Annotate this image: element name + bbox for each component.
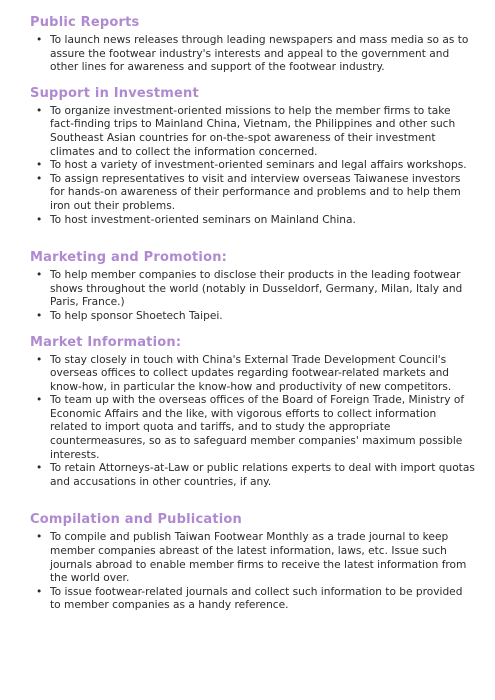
bullet-list [30, 105, 475, 227]
section-compilation-and-publication [30, 511, 475, 613]
bullet-list [30, 354, 475, 490]
list-item: • To help sponsor Shoetech Taipei. [30, 310, 475, 324]
section-heading: Public Reports [30, 15, 140, 30]
section-marketing-and-promotion [30, 249, 475, 323]
bullet-list [30, 531, 475, 613]
section-heading: Compilation and Publication [30, 512, 242, 528]
list-item: • To launch news releases through leading newspapers and mass media so as to assure the footwear industry's interests and appeal to the government and other lines for awareness and support of the footwear industry. [30, 34, 475, 75]
list-item: • To issue footwear-related journals and collect such information to be provided to member companies as a handy reference. [30, 586, 475, 613]
section-support-in-investment [30, 85, 475, 227]
list-item: • To retain Attorneys-at-Law or public relations experts to deal with import quotas and accusations in other countries, if any. [30, 462, 475, 489]
bullet-list [30, 269, 475, 323]
list-item: • To host a variety of investment-oriented seminars and legal affairs workshops. [30, 159, 475, 173]
list-item: • To host investment-oriented seminars on Mainland China. [30, 214, 475, 228]
list-item: • To help member companies to disclose their products in the leading footwear shows throughout the world (notably in Dusseldorf, Germany, Milan, Italy and Paris, France.) [30, 269, 475, 310]
list-item: • To stay closely in touch with China's External Trade Development Council's overseas offices to collect updates regarding footwear-related markets and know-how, in particular the know-how and productivity of new competitors. [30, 354, 475, 395]
section-heading: Market Information: [30, 334, 182, 350]
list-item: • To compile and publish Taiwan Footwear Monthly as a trade journal to keep member companies abreast of the latest information, laws, etc. Issue such journals abroad to enable member firms to receive the latest information from the world over. [30, 531, 475, 585]
list-item: • To organize investment-oriented missions to help the member firms to take fact-finding trips to Mainland China, Vietnam, the Philippines and other such Southeast Asian countries for on-the-spot awareness of their investment climates and to collect the information concerned. [30, 105, 475, 159]
section-market-information [30, 334, 475, 490]
section-heading: Marketing and Promotion: [30, 250, 228, 266]
section-public-reports [30, 14, 475, 75]
section-heading: Support in Investment [30, 85, 199, 101]
list-item: • To assign representatives to visit and interview overseas Taiwanese investors for hands-on awareness of their performance and problems and to help them iron out their problems. [30, 173, 475, 214]
list-item: • To team up with the overseas offices of the Board of Foreign Trade, Ministry of Economic Affairs and the like, with vigorous efforts to collect information related to import quota and tariffs, and to study the appropriate countermeasures, so as to safeguard member companies' maximum possible interests. [30, 394, 475, 462]
bullet-list [30, 34, 475, 75]
